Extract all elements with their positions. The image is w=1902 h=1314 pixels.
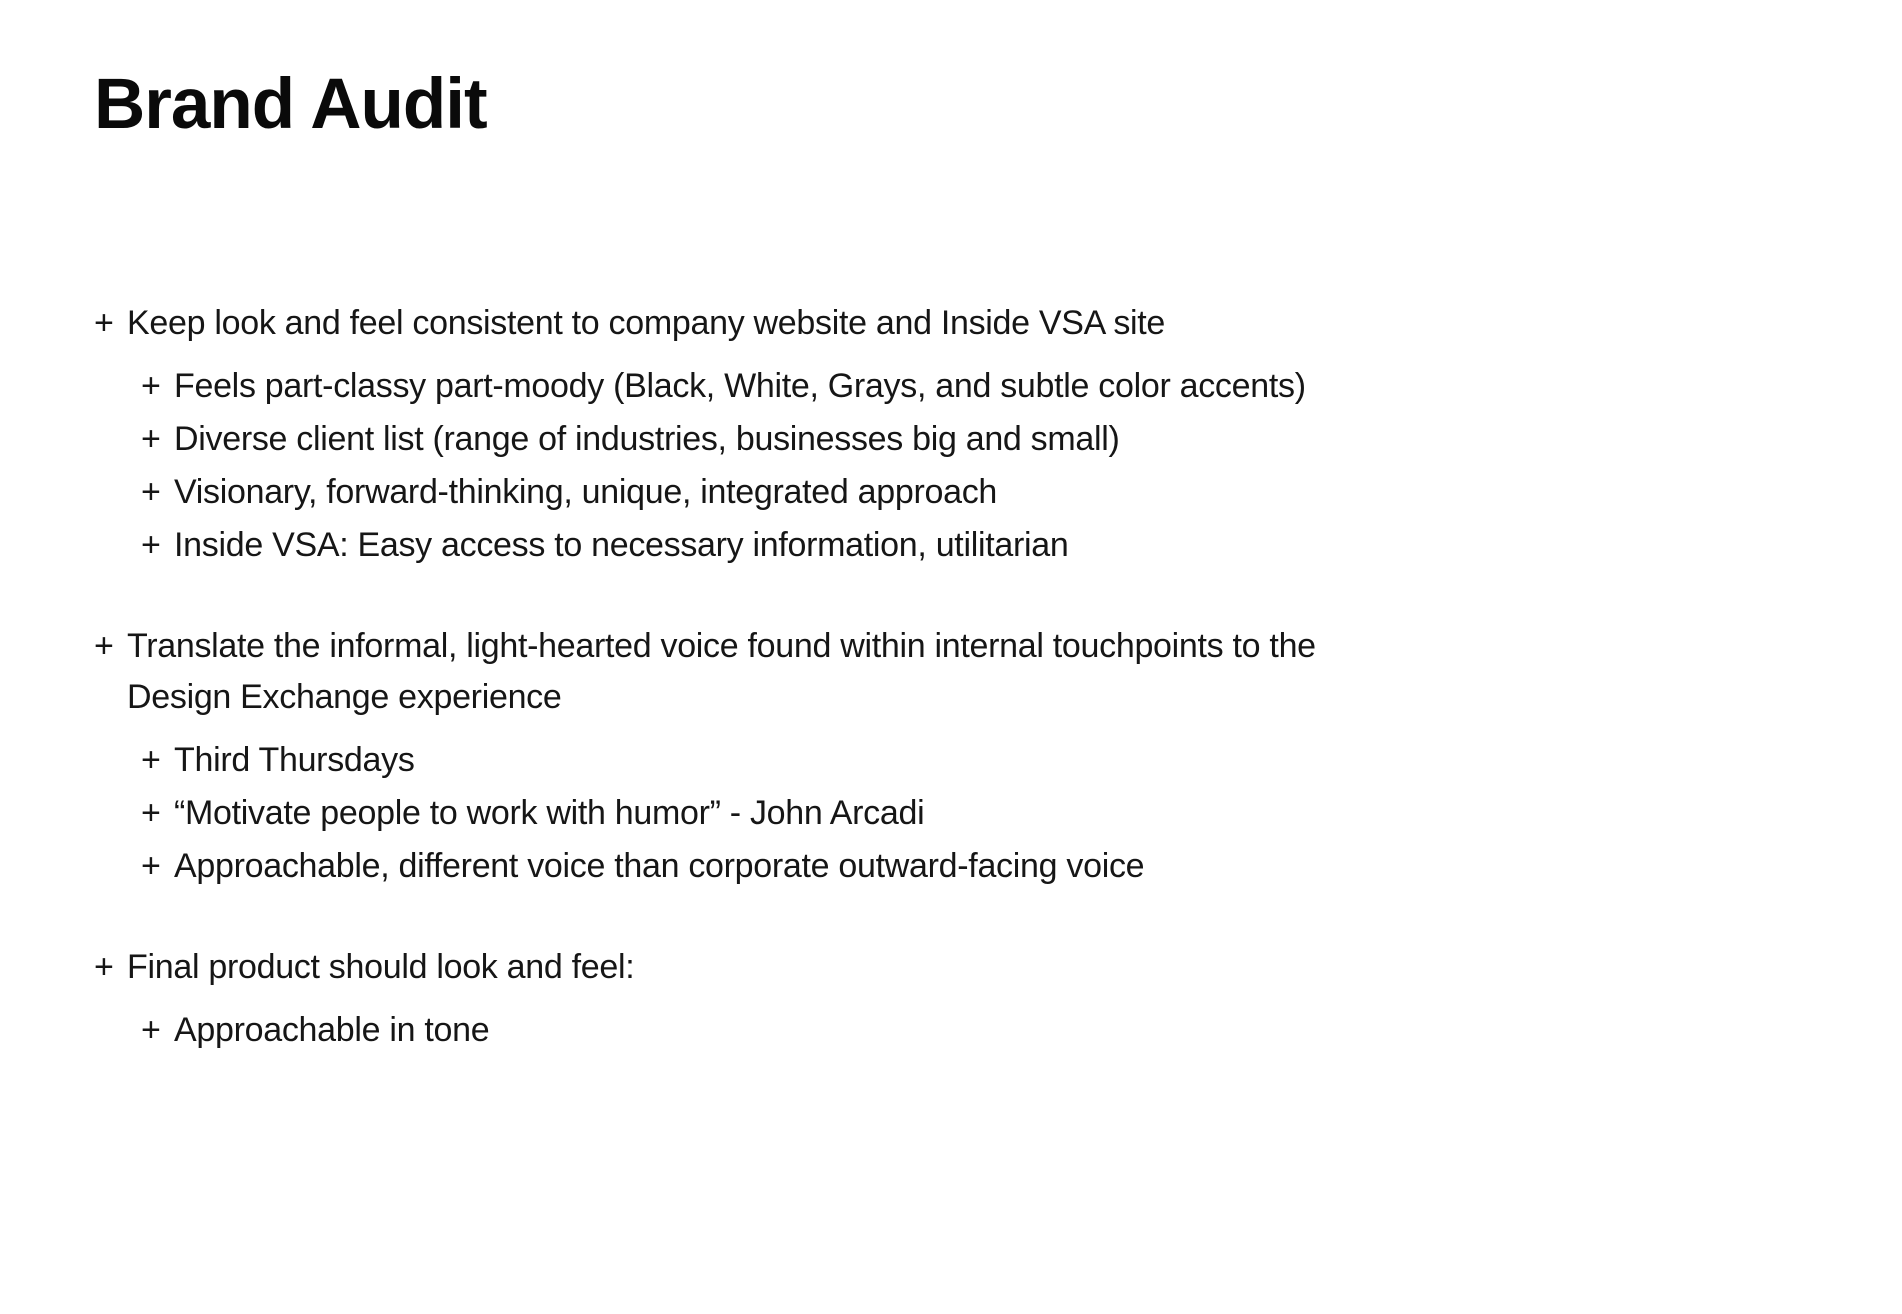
sub-bullet-text: Approachable in tone: [174, 1011, 490, 1049]
sub-bullet-item: [94, 1004, 1494, 1057]
plus-bullet-icon: +: [141, 526, 161, 564]
sub-bullet-item: [94, 840, 1494, 893]
bullet-text: Keep look and feel consistent to company website and Inside VSA site: [127, 304, 1166, 342]
plus-bullet-icon: +: [141, 367, 161, 405]
bullet-text: Final product should look and feel:: [127, 948, 635, 986]
sub-bullet-text: Approachable, different voice than corporate outward-facing voice: [174, 847, 1145, 885]
bullet-item: [94, 942, 1494, 993]
plus-bullet-icon: +: [94, 627, 114, 665]
sub-bullet-text: “Motivate people to work with humor” - John Arcadi: [174, 794, 925, 832]
plus-bullet-icon: +: [141, 794, 161, 832]
sub-bullet-item: [94, 360, 1494, 413]
sub-bullet-text: Feels part-classy part-moody (Black, White, Grays, and subtle color accents): [174, 367, 1306, 405]
slide-title: Brand Audit: [94, 65, 487, 144]
sub-bullet-text: Visionary, forward-thinking, unique, integrated approach: [174, 473, 998, 511]
sub-bullet-item: [94, 466, 1494, 519]
plus-bullet-icon: +: [141, 847, 161, 885]
sub-bullet-text: Third Thursdays: [174, 741, 415, 779]
bullet-item: [94, 621, 1494, 723]
plus-bullet-icon: +: [141, 1011, 161, 1049]
sub-bullet-text: Inside VSA: Easy access to necessary information, utilitarian: [174, 526, 1069, 564]
sub-bullet-item: [94, 413, 1494, 466]
bullet-list: [94, 298, 1494, 1057]
plus-bullet-icon: +: [141, 420, 161, 458]
sub-bullet-item: [94, 734, 1494, 787]
sub-bullet-item: [94, 787, 1494, 840]
plus-bullet-icon: +: [141, 741, 161, 779]
bullet-text: Translate the informal, light-hearted voice found within internal touchpoints to the Design Exchange experience: [127, 627, 1316, 716]
sub-bullet-item: [94, 519, 1494, 572]
plus-bullet-icon: +: [94, 948, 114, 986]
sub-bullet-text: Diverse client list (range of industries, businesses big and small): [174, 420, 1120, 458]
plus-bullet-icon: +: [141, 473, 161, 511]
plus-bullet-icon: +: [94, 304, 114, 342]
bullet-item: [94, 298, 1494, 349]
